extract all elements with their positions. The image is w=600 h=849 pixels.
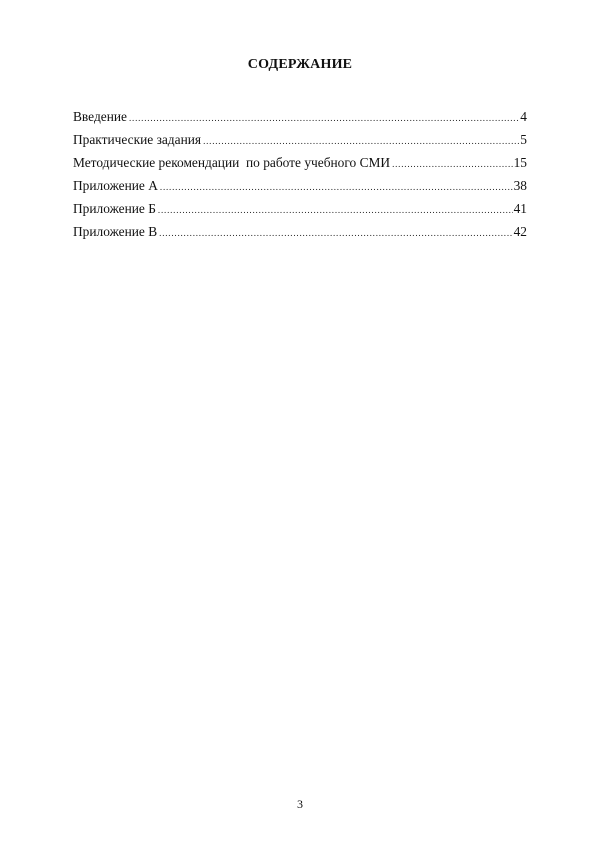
dot-leader [158, 199, 513, 222]
toc-entry-introduction[interactable] [73, 105, 527, 128]
toc-entry-appendix-v[interactable] [73, 220, 527, 243]
toc-entry-page: 41 [513, 201, 527, 216]
toc-entry-appendix-a[interactable] [73, 174, 527, 197]
toc-entry-appendix-b[interactable] [73, 197, 527, 220]
dot-leader [129, 107, 519, 130]
toc-entry-label: Приложение Б [73, 201, 156, 216]
toc-entry-page: 5 [520, 132, 527, 147]
toc-entry-label: Методические рекомендации по работе учебного СМИ [73, 155, 391, 170]
dot-leader [159, 222, 512, 245]
table-of-contents [73, 105, 527, 243]
toc-entry-methodical-recommendations[interactable] [73, 151, 527, 174]
dot-leader [203, 130, 519, 153]
toc-entry-page: 15 [513, 155, 527, 170]
dot-leader [160, 176, 513, 199]
toc-entry-page: 42 [513, 224, 527, 239]
toc-entry-label: Приложение В [73, 224, 158, 239]
toc-entry-label: Введение [73, 109, 127, 124]
toc-entry-page: 4 [520, 109, 527, 124]
toc-entry-label: Приложение А [73, 178, 158, 193]
toc-entry-practical-tasks[interactable] [73, 128, 527, 151]
toc-entry-label: Практические задания [73, 132, 202, 147]
page-number: 3 [297, 797, 303, 811]
toc-entry-page: 38 [513, 178, 527, 193]
dot-leader [392, 153, 513, 176]
page-title: СОДЕРЖАНИЕ [247, 57, 353, 72]
